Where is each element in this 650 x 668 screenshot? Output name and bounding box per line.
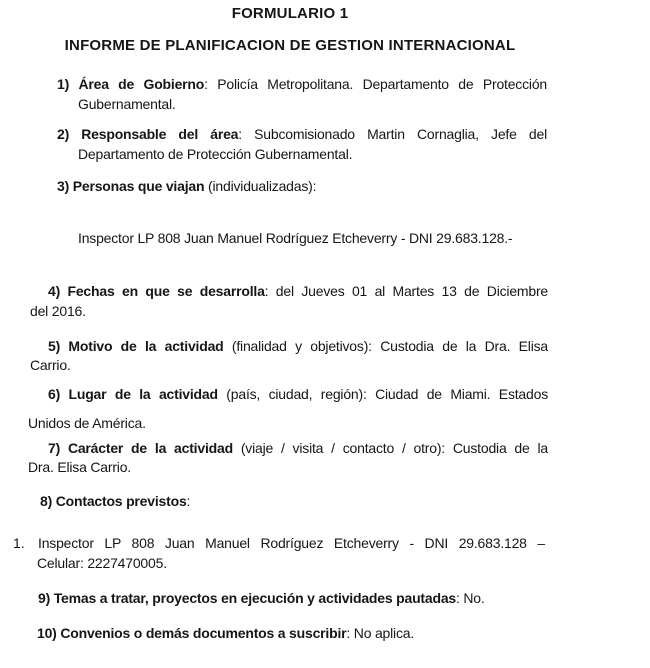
item-caracter-line1	[48, 438, 548, 458]
item-contactos-colon: :	[186, 493, 191, 509]
item-motivo-line2: Carrio.	[30, 357, 71, 373]
form-title: FORMULARIO 1	[231, 5, 349, 22]
item-temas-label: 9) Temas a tratar, proyectos en ejecución y actividades pautadas	[38, 590, 457, 606]
item-motivo-label: 5) Motivo de la actividad	[48, 338, 224, 354]
item-contactos-label: 8) Contactos previstos	[40, 493, 187, 509]
item-area-gobierno-label: 1) Área de Gobierno	[57, 76, 205, 92]
item-caracter-label: 7) Carácter de la actividad	[48, 440, 233, 456]
item-contactos-heading	[40, 491, 190, 511]
item-lugar-label: 6) Lugar de la actividad	[48, 386, 218, 402]
item-responsable-line2: Departamento de Protección Gubernamental.	[78, 146, 353, 162]
item-caracter-line2: Dra. Elisa Carrio.	[28, 459, 131, 475]
item-lugar-value: (país, ciudad, región): Ciudad de Miami. Estados	[217, 386, 548, 402]
item-caracter-value: (viaje / visita / contacto / otro): Custodia de la	[232, 440, 548, 456]
contact-list-item-line2: Celular: 2227470005.	[37, 555, 167, 571]
item-area-gobierno-line2: Gubernamental.	[78, 96, 176, 112]
item-convenios-label: 10) Convenios o demás documentos a suscribir	[37, 625, 347, 641]
item-fechas-line2: del 2016.	[30, 303, 86, 319]
item-convenios-line	[37, 623, 414, 643]
item-lugar-line1	[48, 384, 548, 404]
contact-list-item-line1	[13, 533, 545, 553]
item-personas-value: (individualizadas):	[204, 178, 317, 194]
item-personas-traveler: Inspector LP 808 Juan Manuel Rodríguez Etcheverry - DNI 29.683.128.-	[78, 230, 513, 246]
item-fechas-value: : del Jueves 01 al Martes 13 de Diciembre	[264, 283, 548, 299]
item-responsable-label: 2) Responsable del área	[57, 126, 239, 142]
contact-list-number: 1.	[13, 535, 25, 551]
item-area-gobierno-value: : Policía Metropolitana. Departamento de Protección	[204, 76, 547, 92]
item-fechas-line1	[48, 281, 548, 301]
item-personas-label: 3) Personas que viajan	[57, 178, 205, 194]
item-responsable-value: : Subcomisionado Martin Cornaglia, Jefe del	[238, 126, 547, 142]
item-personas-line1	[57, 176, 316, 196]
item-temas-value: : No.	[456, 590, 485, 606]
item-responsable-line1	[57, 124, 547, 144]
item-lugar-line2: Unidos de América.	[28, 415, 146, 431]
item-fechas-label: 4) Fechas en que se desarrolla	[48, 283, 265, 299]
item-area-gobierno-line1	[57, 74, 547, 94]
item-motivo-line1	[48, 336, 548, 356]
item-motivo-value: (finalidad y objetivos): Custodia de la Dra. Elisa	[223, 338, 548, 354]
contact-list-text: Inspector LP 808 Juan Manuel Rodríguez Etcheverry - DNI 29.683.128 –	[38, 535, 545, 551]
item-temas-line	[38, 588, 485, 608]
report-title: INFORME DE PLANIFICACION DE GESTION INTERNACIONAL	[64, 37, 516, 54]
item-convenios-value: : No aplica.	[346, 625, 415, 641]
